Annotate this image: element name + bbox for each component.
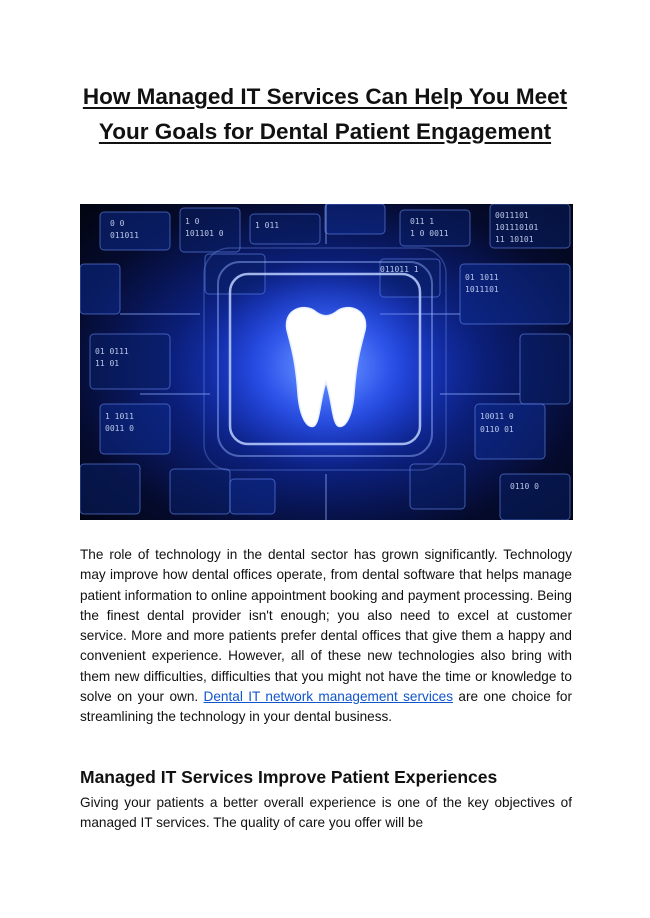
hero-image	[80, 204, 573, 520]
binary-snippet: 1 0 0011	[410, 229, 449, 238]
intro-text-end: are one choice for streamlining the technology in your dental business.	[80, 689, 573, 725]
circuit-panel	[520, 334, 570, 404]
binary-snippet: 011011	[110, 231, 139, 240]
circuit-panel	[170, 469, 230, 514]
binary-snippet: 0110 01	[480, 425, 514, 434]
dental-it-link[interactable]: Dental IT network management services	[203, 689, 453, 705]
binary-snippet: 11 10101	[495, 235, 534, 244]
binary-snippet: 1 011	[255, 221, 280, 230]
binary-snippet: 01 1011	[465, 273, 499, 282]
intro-paragraph	[80, 545, 572, 728]
circuit-illustration	[80, 204, 573, 520]
binary-snippet: 011 1	[410, 217, 435, 226]
binary-snippet: 101101 0	[185, 229, 224, 238]
binary-snippet: 10011 0	[480, 412, 514, 421]
intro-text: The role of technology in the dental sector has grown significantly. Technology may improve how dental offices operate, from dental software that helps manage patient information to online appointment booking and payment processing. Being the finest dental provider isn't enough; you also need to excel at customer service. More and more patients prefer dental offices that give them a happy and convenient experience. However, all of these new technologies also bring with them new difficulties, difficulties that you might not have the time or knowledge to solve on your own.	[80, 547, 572, 705]
circuit-panel	[80, 464, 140, 514]
circuit-panel	[400, 210, 470, 246]
section-heading: Managed IT Services Improve Patient Experiences	[80, 767, 498, 787]
binary-snippet: 011011 1	[380, 265, 419, 274]
binary-snippet: 11 01	[95, 359, 120, 368]
binary-snippet: 1 0	[185, 217, 200, 226]
circuit-panel	[80, 264, 120, 314]
section-paragraph: Giving your patients a better overall experience is one of the key objectives of managed IT services. The quality of care you offer will be	[80, 795, 572, 831]
circuit-panel	[325, 204, 385, 234]
circuit-panel	[230, 479, 275, 514]
binary-snippet: 0 0	[110, 219, 125, 228]
binary-snippet: 1 1011	[105, 412, 134, 421]
binary-snippet: 1011101	[465, 285, 499, 294]
binary-snippet: 01 0111	[95, 347, 129, 356]
binary-snippet: 0110 0	[510, 482, 539, 491]
binary-snippet: 0011 0	[105, 424, 134, 433]
binary-snippet: 101110101	[495, 223, 539, 232]
document-title: How Managed IT Services Can Help You Meet Your Goals for Dental Patient Engagement	[82, 84, 568, 144]
binary-snippet: 0011101	[495, 211, 529, 220]
circuit-panel	[500, 474, 570, 520]
